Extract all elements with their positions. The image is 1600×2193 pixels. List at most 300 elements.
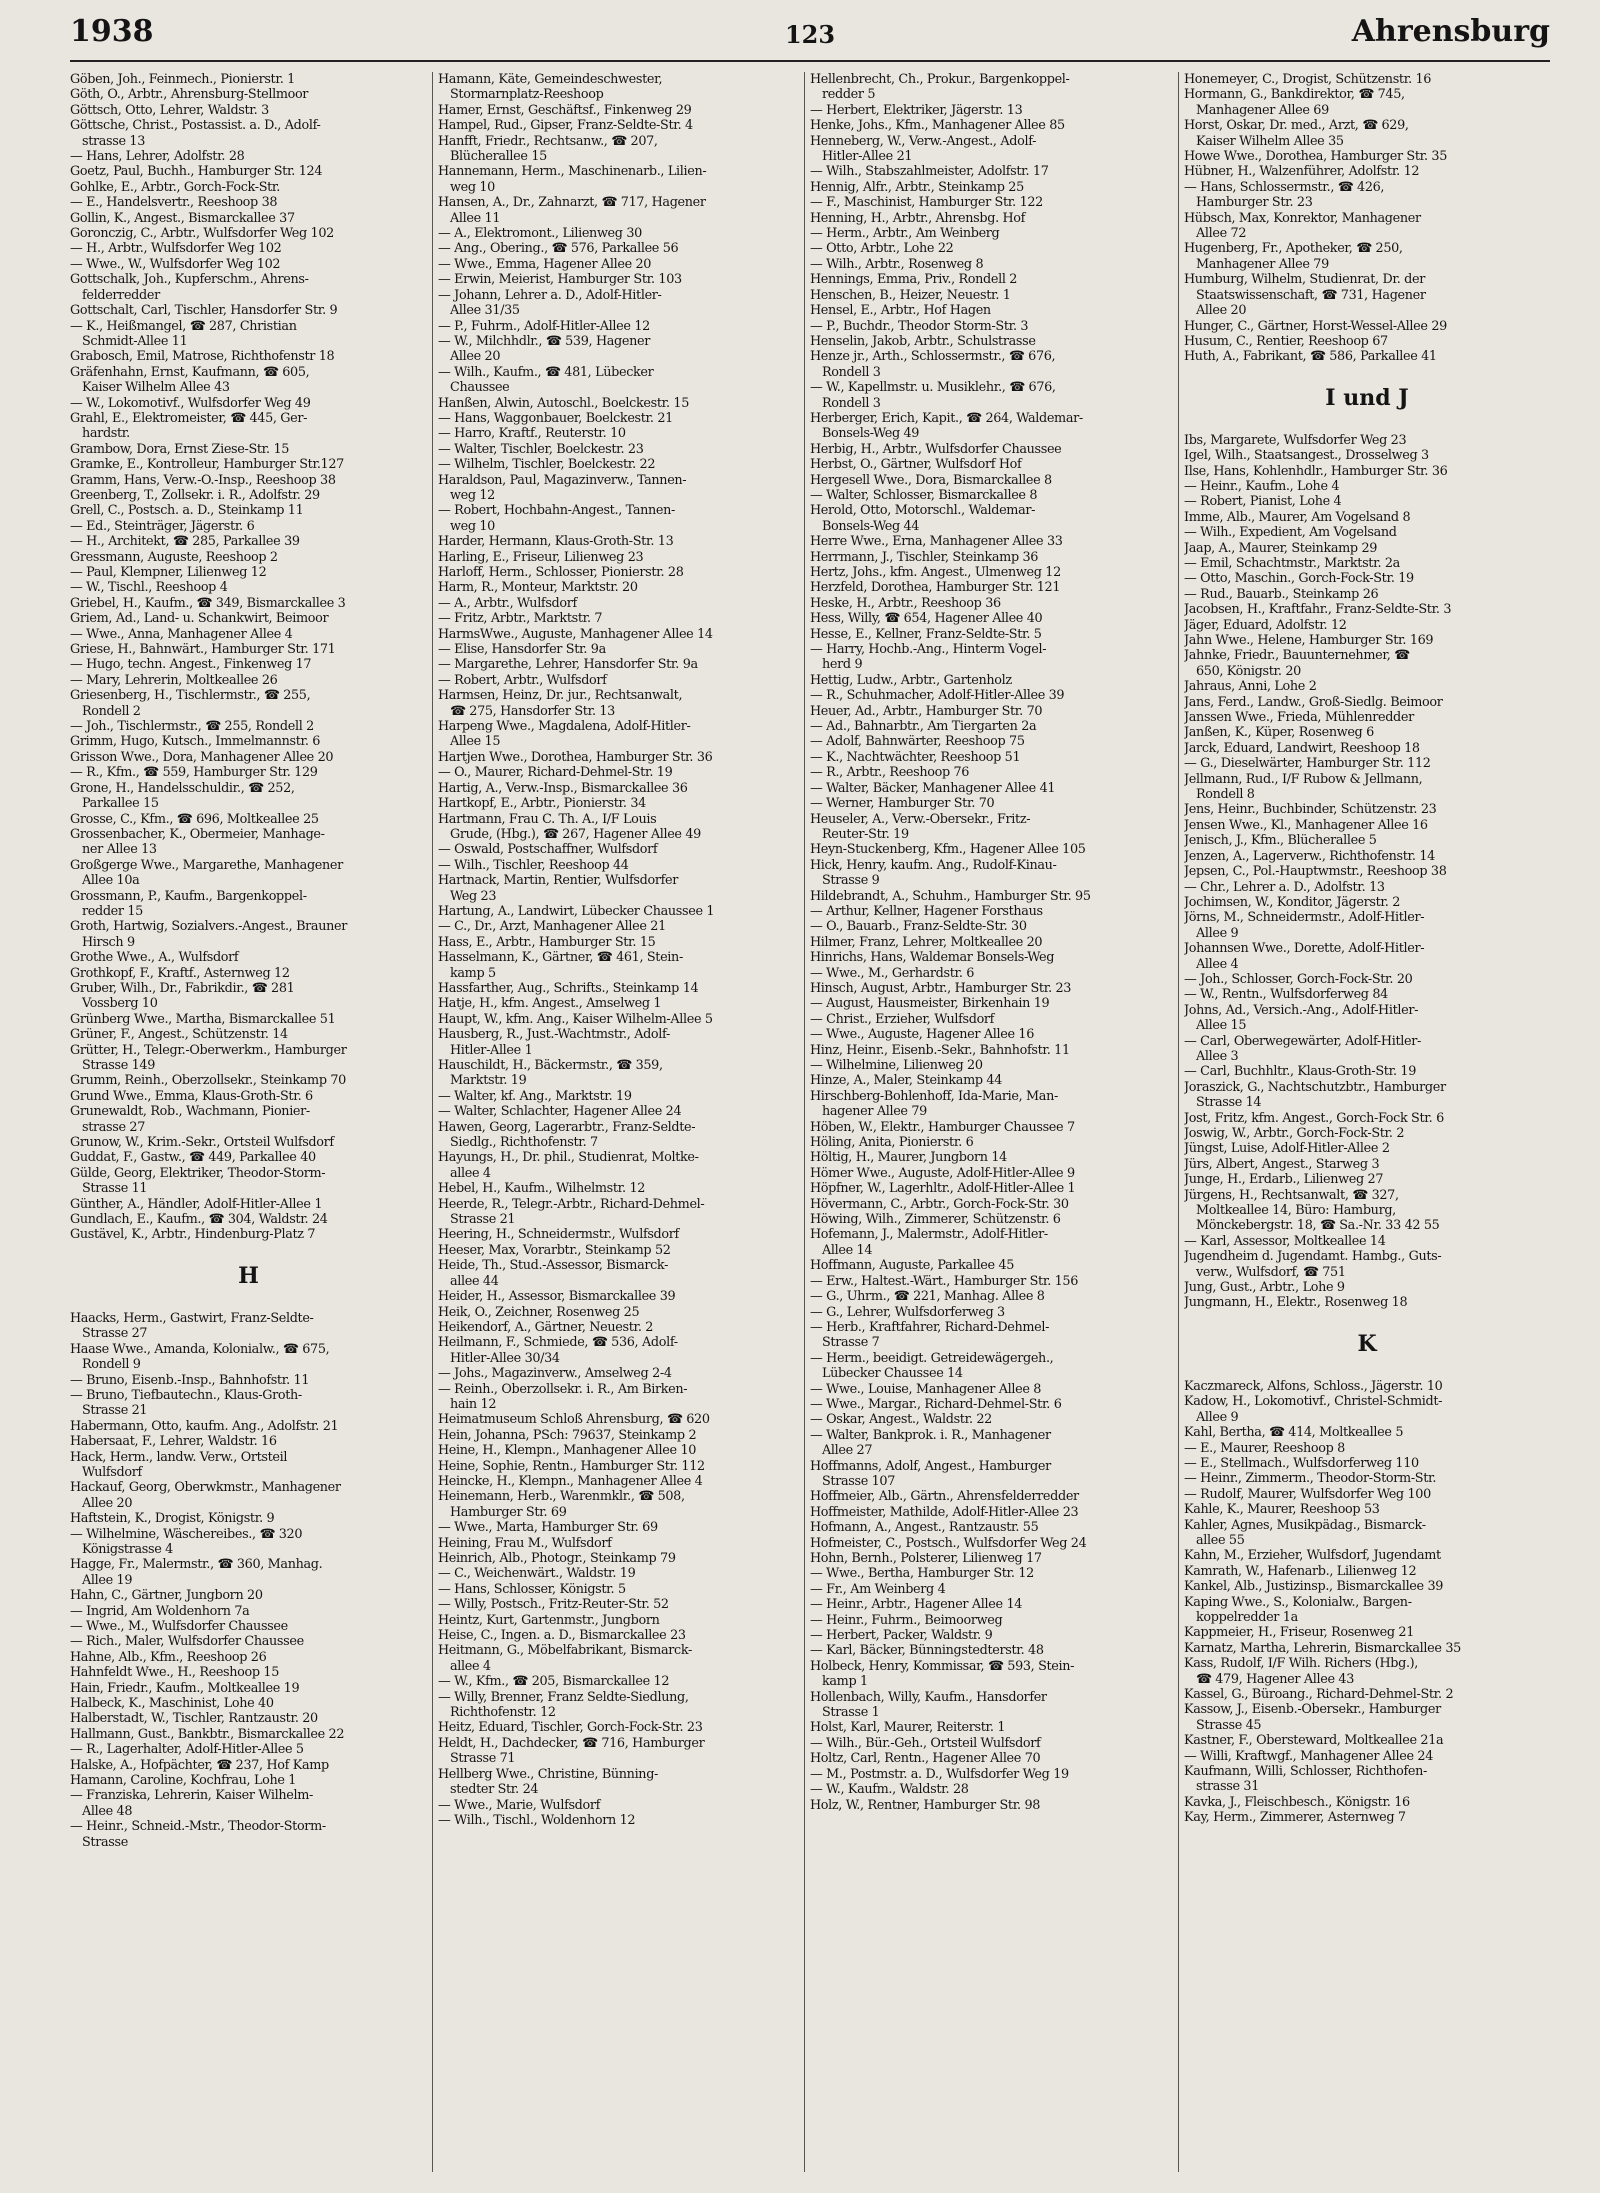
directory-entry-line: Allee 4: [1196, 956, 1239, 972]
directory-entry-line: — Willy, Postsch., Fritz-Reuter-Str. 52: [438, 1597, 669, 1613]
directory-entry-line: Hahnfeldt Wwe., H., Reeshoop 15: [70, 1665, 280, 1681]
directory-entry-line: Goronczig, C., Arbtr., Wulfsdorfer Weg 102: [70, 226, 334, 242]
directory-entry-line: strasse 13: [82, 133, 146, 149]
directory-entry-line: Jost, Fritz, kfm. Angest., Gorch-Fock Str. 6: [1184, 1110, 1444, 1126]
directory-entry-line: Jugendheim d. Jugendamt. Hambg., Guts-: [1184, 1249, 1442, 1265]
page-year: 1938: [70, 14, 154, 49]
directory-entry-line: — Willi, Kraftwgf., Manhagener Allee 24: [1184, 1748, 1433, 1764]
directory-entry-line: ☎ 479, Hagener Allee 43: [1196, 1671, 1354, 1687]
directory-entry-line: Chaussee: [450, 380, 510, 396]
directory-entry-line: — Ingrid, Am Woldenhorn 7a: [70, 1603, 250, 1619]
directory-entry-line: Howe Wwe., Dorothea, Hamburger Str. 35: [1184, 149, 1448, 165]
page-number: 123: [784, 20, 836, 49]
directory-entry-line: Allee 10a: [82, 873, 140, 889]
directory-entry-line: Heine, H., Klempn., Manhagener Allee 10: [438, 1443, 697, 1459]
directory-entry-line: ☎ 275, Hansdorfer Str. 13: [450, 703, 615, 719]
directory-entry-line: kamp 5: [450, 965, 496, 981]
directory-entry-line: Höwing, Wilh., Zimmerer, Schützenstr. 6: [810, 1212, 1061, 1228]
directory-entry-line: Halberstadt, W., Tischler, Rantzaustr. 20: [70, 1711, 318, 1727]
directory-entry-line: herd 9: [822, 657, 863, 673]
directory-entry-line: — Arthur, Kellner, Hagener Forsthaus: [810, 903, 1043, 919]
directory-entry-line: — R., Lagerhalter, Adolf-Hitler-Allee 5: [70, 1742, 304, 1758]
directory-entry-line: Hugenberg, Fr., Apotheker, ☎ 250,: [1184, 241, 1403, 257]
directory-entry-line: Griesenberg, H., Tischlermstr., ☎ 255,: [70, 688, 311, 704]
directory-entry-line: Hinze, A., Maler, Steinkamp 44: [810, 1073, 1003, 1089]
directory-entry-line: — Johs., Magazinverw., Amselweg 2-4: [438, 1366, 672, 1382]
directory-entry-line: Allee 20: [1196, 303, 1247, 319]
directory-entry-line: Herberger, Erich, Kapit., ☎ 264, Waldemar-: [810, 410, 1083, 426]
directory-entry-line: Heerde, R., Telegr.-Arbtr., Richard-Dehmel-: [438, 1196, 705, 1212]
directory-entry-line: Heinemann, Herb., Warenmklr., ☎ 508,: [438, 1489, 685, 1505]
directory-entry-line: Strasse: [82, 1834, 128, 1850]
directory-entry-line: — Wwe., Emma, Hagener Allee 20: [438, 256, 652, 272]
directory-entry-line: strasse 27: [82, 1119, 146, 1135]
directory-entry-line: Wulfsdorf: [82, 1464, 142, 1480]
directory-entry-line: — R., Kfm., ☎ 559, Hamburger Str. 129: [70, 765, 318, 781]
directory-entry-line: — Wilh., Kaufm., ☎ 481, Lübecker: [438, 364, 654, 380]
directory-entry-line: Hübsch, Max, Konrektor, Manhagener: [1184, 210, 1421, 226]
directory-entry-line: — Karl, Bäcker, Bünningstedterstr. 48: [810, 1643, 1044, 1659]
directory-columns: [70, 72, 1550, 2172]
directory-entry-line: — Hans, Schlossermstr., ☎ 426,: [1184, 179, 1385, 195]
directory-entry-line: — P., Fuhrm., Adolf-Hitler-Allee 12: [438, 318, 650, 334]
directory-entry-line: — C., Dr., Arzt, Manhagener Allee 21: [438, 919, 666, 935]
column-divider: [1178, 72, 1179, 2172]
section-heading: K: [1357, 1330, 1377, 1357]
directory-entry-line: Grossenbacher, K., Obermeier, Manhage-: [70, 826, 325, 842]
directory-entry-line: Kahler, Agnes, Musikpädag., Bismarck-: [1184, 1517, 1426, 1533]
directory-entry-line: Heide, Th., Stud.-Assessor, Bismarck-: [438, 1258, 669, 1274]
directory-entry-line: Hövermann, C., Arbtr., Gorch-Fock-Str. 30: [810, 1196, 1069, 1212]
directory-entry-line: allee 4: [450, 1658, 491, 1674]
directory-entry-line: Hasselmann, K., Gärtner, ☎ 461, Stein-: [438, 950, 683, 966]
directory-entry-line: Strasse 14: [1196, 1095, 1262, 1111]
page-header: [70, 14, 1550, 62]
directory-entry-line: weg 10: [450, 179, 495, 195]
directory-entry-line: Heldt, H., Dachdecker, ☎ 716, Hamburger: [438, 1735, 705, 1751]
directory-entry-line: Hamburger Str. 69: [450, 1504, 567, 1520]
directory-entry-line: Rondell 3: [822, 364, 881, 380]
directory-entry-line: kamp 1: [822, 1674, 868, 1690]
directory-entry-line: Göttsche, Christ., Postassist. a. D., Adolf-: [70, 118, 321, 134]
directory-entry-line: Hamann, Käte, Gemeindeschwester,: [438, 72, 663, 87]
directory-entry-line: — Bruno, Tiefbautechn., Klaus-Groth-: [70, 1387, 302, 1403]
directory-entry-line: — Walter, Bäcker, Manhagener Allee 41: [810, 780, 1056, 796]
directory-entry-line: — W., Milchhdlr., ☎ 539, Hagener: [438, 333, 650, 349]
directory-entry-line: — Hugo, techn. Angest., Finkenweg 17: [70, 657, 312, 673]
directory-entry-line: Staatswissenschaft, ☎ 731, Hagener: [1196, 287, 1426, 303]
directory-entry-line: — Erw., Haltest.-Wärt., Hamburger Str. 156: [810, 1273, 1078, 1289]
directory-entry-line: Göttsch, Otto, Lehrer, Waldstr. 3: [70, 102, 269, 118]
directory-entry-line: — Rich., Maler, Wulfsdorfer Chaussee: [70, 1634, 304, 1650]
directory-entry-line: Hartmann, Frau C. Th. A., I/F Louis: [438, 811, 657, 827]
directory-entry-line: Grude, (Hbg.), ☎ 267, Hagener Allee 49: [450, 826, 701, 842]
directory-entry-line: weg 10: [450, 518, 495, 534]
directory-entry-line: — Joh., Tischlermstr., ☎ 255, Rondell 2: [70, 719, 314, 735]
directory-entry-line: Heinrich, Alb., Photogr., Steinkamp 79: [438, 1551, 676, 1566]
directory-entry-line: Hirschberg-Bohlenhoff, Ida-Marie, Man-: [810, 1088, 1058, 1104]
directory-entry-line: Richthofenstr. 12: [450, 1705, 556, 1721]
directory-entry-line: Stormarnplatz-Reeshoop: [450, 87, 604, 103]
directory-entry-line: Grothkopf, F., Kraftf., Asternweg 12: [70, 965, 290, 981]
directory-entry-line: Kavka, J., Fleischbesch., Königstr. 16: [1184, 1794, 1410, 1810]
directory-entry-line: Heincke, H., Klempn., Manhagener Allee 4: [438, 1473, 703, 1489]
directory-entry-line: — W., Kaufm., Waldstr. 28: [810, 1782, 969, 1798]
directory-entry-line: Gramke, E., Kontrolleur, Hamburger Str.127: [70, 457, 344, 473]
directory-entry-line: Harloff, Herm., Schlosser, Pionierstr. 28: [438, 565, 684, 580]
directory-entry-line: Günther, A., Händler, Adolf-Hitler-Allee 1: [70, 1196, 323, 1212]
directory-entry-line: Allee 48: [82, 1803, 133, 1819]
directory-entry-line: Hoffmeister, Mathilde, Adolf-Hitler-Allee 23: [810, 1504, 1079, 1520]
directory-entry-line: Schmidt-Allee 11: [82, 333, 188, 349]
directory-entry-line: — Wilh., Bür.-Geh., Ortsteil Wulfsdorf: [810, 1735, 1041, 1751]
directory-entry-line: hain 12: [450, 1396, 497, 1412]
directory-entry-line: Jäger, Eduard, Adolfstr. 12: [1184, 617, 1347, 633]
directory-entry-line: Jochimsen, W., Konditor, Jägerstr. 2: [1184, 894, 1400, 910]
directory-entry-line: Hartnack, Martin, Rentier, Wulfsdorfer: [438, 873, 678, 889]
directory-entry-line: Jarck, Eduard, Landwirt, Reeshoop 18: [1184, 740, 1420, 756]
directory-entry-line: Hain, Friedr., Kaufm., Moltkeallee 19: [70, 1680, 300, 1696]
directory-entry-line: Henke, Johs., Kfm., Manhagener Allee 85: [810, 118, 1065, 134]
directory-entry-line: Kassow, J., Eisenb.-Obersekr., Hamburger: [1184, 1702, 1441, 1718]
directory-entry-line: Holz, W., Rentner, Hamburger Str. 98: [810, 1797, 1041, 1813]
directory-entry-line: Herzfeld, Dorothea, Hamburger Str. 121: [810, 580, 1061, 596]
directory-entry-line: Heeser, Max, Vorarbtr., Steinkamp 52: [438, 1242, 671, 1258]
directory-entry-line: Hamer, Ernst, Geschäftsf., Finkenweg 29: [438, 102, 692, 118]
directory-entry-line: Hömer Wwe., Auguste, Adolf-Hitler-Allee 9: [810, 1165, 1075, 1181]
directory-entry-line: weg 12: [450, 487, 495, 503]
directory-entry-line: Hartig, A., Verw.-Insp., Bismarckallee 36: [438, 780, 688, 796]
directory-entry-line: — Karl, Assessor, Moltkeallee 14: [1184, 1233, 1386, 1249]
directory-entry-line: — Wwe., M., Gerhardstr. 6: [810, 965, 975, 981]
directory-entry-line: Blücherallee 15: [450, 149, 547, 165]
directory-entry-line: Moltkeallee 14, Büro: Hamburg,: [1196, 1203, 1396, 1219]
directory-entry-line: Kaiser Wilhelm Allee 35: [1196, 133, 1344, 149]
directory-entry-line: Heske, H., Arbtr., Reeshoop 36: [810, 595, 1001, 611]
directory-entry-line: — Heinr., Zimmerm., Theodor-Storm-Str.: [1184, 1471, 1437, 1487]
directory-entry-line: Hack, Herm., landw. Verw., Ortsteil: [70, 1449, 288, 1465]
directory-entry-line: — W., Tischl., Reeshoop 4: [70, 580, 228, 596]
directory-entry-line: Hesse, E., Kellner, Franz-Seldte-Str. 5: [810, 626, 1042, 642]
directory-entry-line: Hackauf, Georg, Oberwkmstr., Manhagener: [70, 1480, 341, 1496]
directory-entry-line: Jahnke, Friedr., Bauunternehmer, ☎: [1184, 648, 1410, 664]
directory-entry-line: Hübner, H., Walzenführer, Adolfstr. 12: [1184, 164, 1420, 180]
directory-entry-line: Strasse 21: [82, 1403, 148, 1419]
directory-entry-line: Heine, Sophie, Rentn., Hamburger Str. 112: [438, 1458, 705, 1474]
directory-entry-line: — Herbert, Elektriker, Jägerstr. 13: [810, 102, 1023, 118]
section-heading: I und J: [1325, 384, 1409, 411]
directory-entry-line: Allee 27: [822, 1443, 873, 1459]
directory-entry-line: — Robert, Pianist, Lohe 4: [1184, 494, 1342, 510]
directory-entry-line: Heimatmuseum Schloß Ahrensburg, ☎ 620: [438, 1412, 710, 1428]
directory-entry-line: Horst, Oskar, Dr. med., Arzt, ☎ 629,: [1184, 118, 1409, 134]
directory-entry-line: Hohn, Bernh., Polsterer, Lilienweg 17: [810, 1551, 1042, 1566]
directory-entry-line: Hanßen, Alwin, Autoschl., Boelckestr. 15: [438, 395, 689, 411]
directory-entry-line: Hennings, Emma, Priv., Rondell 2: [810, 272, 1018, 288]
directory-entry-line: Hamann, Caroline, Kochfrau, Lohe 1: [70, 1773, 297, 1789]
directory-entry-line: Jüngst, Luise, Adolf-Hitler-Allee 2: [1184, 1141, 1390, 1157]
directory-entry-line: stedter Str. 24: [450, 1782, 539, 1798]
directory-entry-line: Henning, H., Arbtr., Ahrensbg. Hof: [810, 210, 1026, 226]
directory-entry-line: Haftstein, K., Drogist, Königstr. 9: [70, 1511, 275, 1527]
directory-entry-line: Hahn, C., Gärtner, Jungborn 20: [70, 1588, 263, 1604]
directory-entry-line: — Walter, Tischler, Boelckestr. 23: [438, 441, 644, 457]
directory-entry-line: — W., Rentn., Wulfsdorferweg 84: [1184, 987, 1388, 1003]
directory-entry-line: Hitler-Allee 21: [822, 149, 913, 165]
directory-entry-line: Jacobsen, H., Kraftfahr., Franz-Seldte-Str. 3: [1184, 602, 1452, 618]
directory-entry-line: Jenisch, J., Kfm., Blücherallee 5: [1184, 833, 1377, 849]
directory-entry-line: Haacks, Herm., Gastwirt, Franz-Seldte-: [70, 1310, 314, 1326]
directory-entry-line: — Wwe., M., Wulfsdorfer Chaussee: [70, 1619, 288, 1634]
directory-entry-line: — Wilh., Expedient, Am Vogelsand: [1184, 525, 1397, 541]
directory-entry-line: Hannemann, Herm., Maschinenarb., Lilien-: [438, 164, 707, 180]
directory-entry-line: Höltig, H., Maurer, Jungborn 14: [810, 1150, 1007, 1166]
directory-entry-line: Haase Wwe., Amanda, Kolonialw., ☎ 675,: [70, 1341, 330, 1357]
directory-entry-line: Jens, Heinr., Buchbinder, Schützenstr. 23: [1184, 802, 1437, 818]
directory-entry-line: — M., Postmstr. a. D., Wulfsdorfer Weg 19: [810, 1766, 1069, 1782]
directory-entry-line: Henselin, Jakob, Arbtr., Schulstrasse: [810, 333, 1036, 349]
directory-entry-line: Grunow, W., Krim.-Sekr., Ortsteil Wulfsdorf: [70, 1135, 334, 1151]
directory-entry-line: — P., Buchdr., Theodor Storm-Str. 3: [810, 318, 1029, 334]
directory-entry-line: Gruber, Wilh., Dr., Fabrikdir., ☎ 281: [70, 980, 295, 996]
directory-entry-line: — Christ., Erzieher, Wulfsdorf: [810, 1011, 995, 1027]
directory-entry-line: Harpeng Wwe., Magdalena, Adolf-Hitler-: [438, 719, 691, 735]
directory-entry-line: Hollenbach, Willy, Kaufm., Hansdorfer: [810, 1689, 1047, 1705]
directory-entry-line: Halbeck, K., Maschinist, Lohe 40: [70, 1696, 274, 1712]
directory-entry-line: — Adolf, Bahnwärter, Reeshoop 75: [810, 734, 1025, 750]
directory-entry-line: Grone, H., Handelsschuldir., ☎ 252,: [70, 780, 295, 796]
directory-entry-line: hardstr.: [82, 426, 130, 442]
directory-entry-line: Strasse 107: [822, 1473, 896, 1489]
directory-entry-line: Parkallee 15: [82, 796, 159, 812]
directory-entry-line: Janssen Wwe., Frieda, Mühlenredder: [1184, 710, 1414, 726]
directory-entry-line: Hausberg, R., Just.-Wachtmstr., Adolf-: [438, 1027, 670, 1043]
directory-entry-line: Reuter-Str. 19: [822, 826, 909, 842]
directory-entry-line: Bonsels-Weg 49: [822, 426, 920, 442]
directory-entry-line: Grambow, Dora, Ernst Ziese-Str. 15: [70, 441, 290, 457]
directory-entry-line: — Walter, Schlachter, Hagener Allee 24: [438, 1104, 682, 1120]
directory-entry-line: Hallmann, Gust., Bankbtr., Bismarckallee 22: [70, 1726, 345, 1742]
directory-entry-line: — Johann, Lehrer a. D., Adolf-Hitler-: [438, 287, 662, 303]
directory-entry-line: Allee 11: [450, 210, 501, 226]
directory-entry-line: — Hans, Schlosser, Königstr. 5: [438, 1581, 626, 1597]
directory-entry-line: Harling, E., Friseur, Lilienweg 23: [438, 549, 644, 565]
directory-entry-line: Hartjen Wwe., Dorothea, Hamburger Str. 36: [438, 749, 713, 765]
directory-entry-line: Holbeck, Henry, Kommissar, ☎ 593, Stein-: [810, 1658, 1075, 1674]
directory-entry-line: — Bruno, Eisenb.-Insp., Bahnhofstr. 11: [70, 1372, 310, 1388]
directory-entry-line: Rondell 8: [1196, 787, 1255, 803]
directory-entry-line: Haupt, W., kfm. Ang., Kaiser Wilhelm-Allee 5: [438, 1011, 713, 1027]
directory-entry-line: Grell, C., Postsch. a. D., Steinkamp 11: [70, 503, 304, 519]
directory-entry-line: Allee 19: [82, 1572, 133, 1588]
directory-entry-line: Guddat, F., Gastw., ☎ 449, Parkallee 40: [70, 1150, 316, 1166]
directory-entry-line: Heikendorf, A., Gärtner, Neuestr. 2: [438, 1319, 654, 1335]
directory-entry-line: Henneberg, W., Verw.-Angest., Adolf-: [810, 133, 1037, 149]
directory-entry-line: Strasse 9: [822, 873, 880, 889]
directory-entry-line: Hoffmanns, Adolf, Angest., Hamburger: [810, 1458, 1051, 1474]
directory-entry-line: — Oskar, Angest., Waldstr. 22: [810, 1412, 992, 1428]
directory-entry-line: Herbig, H., Arbtr., Wulfsdorfer Chaussee: [810, 441, 1062, 457]
directory-entry-line: Allee 9: [1196, 925, 1239, 941]
directory-entry-line: Holtz, Carl, Rentn., Hagener Allee 70: [810, 1751, 1041, 1767]
directory-entry-line: — Carl, Oberwegewärter, Adolf-Hitler-: [1184, 1033, 1421, 1049]
directory-entry-line: Kass, Rudolf, I/F Wilh. Richers (Hbg.),: [1184, 1656, 1419, 1672]
directory-entry-line: Grimm, Hugo, Kutsch., Immelmannstr. 6: [70, 734, 321, 750]
directory-entry-line: Kankel, Alb., Justizinsp., Bismarckallee 39: [1184, 1579, 1444, 1595]
directory-entry-line: Rondell 3: [822, 395, 881, 411]
directory-entry-line: Kastner, F., Obersteward, Moltkeallee 21a: [1184, 1733, 1444, 1749]
directory-entry-line: Hunger, C., Gärtner, Horst-Wessel-Allee 29: [1184, 318, 1447, 334]
directory-entry-line: — Herm., beeidigt. Getreidewägergeh.,: [810, 1350, 1054, 1366]
directory-entry-line: Strasse 45: [1196, 1717, 1262, 1733]
directory-entry-line: — Elise, Hansdorfer Str. 9a: [438, 642, 606, 658]
directory-entry-line: — Franziska, Lehrerin, Kaiser Wilhelm-: [70, 1788, 314, 1804]
directory-entry-line: Kadow, H., Lokomotivf., Christel-Schmidt-: [1184, 1394, 1443, 1410]
directory-entry-line: Rondell 2: [82, 703, 141, 719]
directory-entry-line: Allee 15: [1196, 1018, 1247, 1034]
directory-entry-line: 650, Königstr. 20: [1196, 663, 1301, 679]
directory-entry-line: Kappmeier, H., Friseur, Rosenweg 21: [1184, 1625, 1415, 1641]
directory-entry-line: — Harry, Hochb.-Ang., Hinterm Vogel-: [810, 642, 1047, 658]
directory-entry-line: Strasse 71: [450, 1751, 516, 1767]
directory-entry-line: Hartung, A., Landwirt, Lübecker Chaussee 1: [438, 903, 715, 919]
directory-entry-line: Siedlg., Richthofenstr. 7: [450, 1135, 598, 1151]
directory-entry-line: — H., Architekt, ☎ 285, Parkallee 39: [70, 534, 300, 550]
directory-entry-line: Strasse 1: [822, 1705, 880, 1721]
directory-entry-line: — Wwe., Marta, Hamburger Str. 69: [438, 1520, 658, 1536]
directory-entry-line: Königstrasse 4: [82, 1541, 173, 1557]
directory-entry-line: Kaczmareck, Alfons, Schloss., Jägerstr. 10: [1184, 1378, 1443, 1394]
directory-entry-line: Griebel, H., Kaufm., ☎ 349, Bismarckallee 3: [70, 595, 346, 611]
directory-entry-line: Hatje, H., kfm. Angest., Amselweg 1: [438, 996, 662, 1012]
directory-entry-line: Kaiser Wilhelm Allee 43: [82, 380, 230, 396]
directory-entry-line: Gollin, K., Angest., Bismarckallee 37: [70, 210, 295, 226]
directory-entry-line: Heitz, Eduard, Tischler, Gorch-Fock-Str. 23: [438, 1720, 703, 1736]
directory-entry-line: — Wwe., Louise, Manhagener Allee 8: [810, 1381, 1042, 1397]
directory-entry-line: — Chr., Lehrer a. D., Adolfstr. 13: [1184, 879, 1385, 895]
directory-entry-line: Harder, Hermann, Klaus-Groth-Str. 13: [438, 534, 674, 550]
directory-entry-line: Kassel, G., Büroang., Richard-Dehmel-Str. 2: [1184, 1687, 1454, 1702]
directory-entry-line: Gottschalk, Joh., Kupferschm., Ahrens-: [70, 272, 309, 288]
directory-entry-line: Herre Wwe., Erna, Manhagener Allee 33: [810, 534, 1063, 550]
column-divider: [432, 72, 433, 2172]
directory-entry-line: — E., Handelsvertr., Reeshoop 38: [70, 195, 278, 211]
directory-entry-line: Göth, O., Arbtr., Ahrensburg-Stellmoor: [70, 87, 309, 103]
directory-entry-line: Halske, A., Hofpächter, ☎ 237, Hof Kamp: [70, 1757, 329, 1773]
directory-entry-line: Allee 9: [1196, 1409, 1239, 1425]
directory-entry-line: Heik, O., Zeichner, Rosenweg 25: [438, 1304, 640, 1320]
directory-entry-line: koppelredder 1a: [1196, 1609, 1298, 1625]
directory-entry-line: — Carl, Buchhltr., Klaus-Groth-Str. 19: [1184, 1064, 1416, 1080]
directory-entry-line: Mönckebergstr. 18, ☎ Sa.-Nr. 33 42 55: [1196, 1218, 1440, 1234]
directory-entry-line: Hartkopf, E., Arbtr., Pionierstr. 34: [438, 796, 646, 812]
directory-entry-line: Gressmann, Auguste, Reeshoop 2: [70, 549, 278, 565]
directory-entry-line: Jungmann, H., Elektr., Rosenweg 18: [1184, 1295, 1408, 1311]
directory-entry-line: Hellberg Wwe., Christine, Bünning-: [438, 1766, 659, 1782]
directory-entry-line: — Heinr., Arbtr., Hagener Allee 14: [810, 1597, 1023, 1613]
directory-entry-line: — Fritz, Arbtr., Marktstr. 7: [438, 611, 603, 627]
directory-entry-line: allee 4: [450, 1165, 491, 1181]
directory-entry-line: felderredder: [82, 287, 160, 303]
directory-entry-line: Hayungs, H., Dr. phil., Studienrat, Moltke-: [438, 1150, 699, 1166]
directory-entry-line: — Otto, Arbtr., Lohe 22: [810, 241, 954, 257]
directory-entry-line: Höpfner, W., Lagerhltr., Adolf-Hitler-Allee 1: [810, 1181, 1076, 1197]
directory-entry-line: Goetz, Paul, Buchh., Hamburger Str. 124: [70, 164, 323, 180]
directory-entry-line: — H., Arbtr., Wulfsdorfer Weg 102: [70, 241, 282, 257]
directory-entry-line: Grüner, F., Angest., Schützenstr. 14: [70, 1027, 288, 1043]
directory-entry-line: Hick, Henry, kaufm. Ang., Rudolf-Kinau-: [810, 857, 1057, 873]
directory-entry-line: Hein, Johanna, PSch: 79637, Steinkamp 2: [438, 1427, 697, 1443]
directory-entry-line: Grunewaldt, Rob., Wachmann, Pionier-: [70, 1104, 310, 1120]
directory-entry-line: — Fr., Am Weinberg 4: [810, 1581, 946, 1597]
directory-entry-line: — Wwe., Auguste, Hagener Allee 16: [810, 1027, 1035, 1043]
directory-entry-line: Marktstr. 19: [450, 1073, 527, 1089]
directory-entry-line: Grossmann, P., Kaufm., Bargenkoppel-: [70, 888, 307, 904]
directory-entry-line: — August, Hausmeister, Birkenhain 19: [810, 996, 1050, 1012]
directory-entry-line: — Wwe., Anna, Manhagener Allee 4: [70, 626, 293, 642]
directory-entry-line: — G., Uhrm., ☎ 221, Manhag. Allee 8: [810, 1289, 1045, 1305]
directory-entry-line: Gräfenhahn, Ernst, Kaufmann, ☎ 605,: [70, 364, 310, 380]
directory-entry-line: Kaping Wwe., S., Kolonialw., Bargen-: [1184, 1594, 1412, 1610]
directory-entry-line: Hensel, E., Arbtr., Hof Hagen: [810, 303, 991, 319]
directory-entry-line: — Wilh., Tischler, Reeshoop 44: [438, 857, 629, 873]
directory-entry-line: Hoffmann, Auguste, Parkallee 45: [810, 1258, 1015, 1274]
directory-entry-line: Janßen, K., Küper, Rosenweg 6: [1184, 725, 1374, 741]
directory-entry-line: Harmsen, Heinz, Dr. jur., Rechtsanwalt,: [438, 688, 683, 704]
directory-entry-line: — Herb., Kraftfahrer, Richard-Dehmel-: [810, 1319, 1050, 1335]
directory-entry-line: Allee 14: [822, 1242, 873, 1258]
column-divider: [804, 72, 805, 2172]
directory-entry-line: Allee 31/35: [450, 303, 520, 319]
directory-entry-line: — Mary, Lehrerin, Moltkeallee 26: [70, 672, 278, 688]
directory-entry-line: Karnatz, Martha, Lehrerin, Bismarckallee 35: [1184, 1640, 1461, 1656]
section-heading: H: [238, 1262, 259, 1289]
directory-entry-line: — Heinr., Fuhrm., Beimoorweg: [810, 1612, 1003, 1628]
directory-entry-line: Grumm, Reinh., Oberzollsekr., Steinkamp 70: [70, 1073, 346, 1089]
directory-entry-line: Humburg, Wilhelm, Studienrat, Dr. der: [1184, 272, 1426, 288]
directory-entry-line: Heise, C., Ingen. a. D., Bismarckallee 23: [438, 1628, 686, 1644]
directory-entry-line: Hess, Willy, ☎ 654, Hagener Allee 40: [810, 611, 1043, 627]
directory-entry-line: Jürgens, H., Rechtsanwalt, ☎ 327,: [1184, 1187, 1399, 1203]
directory-entry-line: Grahl, E., Elektromeister, ☎ 445, Ger-: [70, 410, 308, 426]
directory-entry-line: Vossberg 10: [82, 996, 158, 1012]
directory-entry-line: — A., Arbtr., Wulfsdorf: [438, 595, 577, 611]
directory-entry-line: Harm, R., Monteur, Marktstr. 20: [438, 580, 638, 596]
directory-entry-line: — Harro, Kraftf., Reuterstr. 10: [438, 426, 626, 442]
directory-entry-line: Gustävel, K., Arbtr., Hindenburg-Platz 7: [70, 1227, 316, 1243]
directory-entry-line: Kahle, K., Maurer, Reeshoop 53: [1184, 1502, 1380, 1518]
directory-entry-line: — Paul, Klempner, Lilienweg 12: [70, 565, 267, 580]
directory-entry-line: Hildebrandt, A., Schuhm., Hamburger Str. 95: [810, 888, 1091, 904]
directory-entry-line: — G., Lehrer, Wulfsdorferweg 3: [810, 1304, 1005, 1320]
directory-entry-line: Höling, Anita, Pionierstr. 6: [810, 1135, 974, 1151]
directory-entry-line: Hergesell Wwe., Dora, Bismarckallee 8: [810, 472, 1052, 488]
directory-entry-line: Hansen, A., Dr., Zahnarzt, ☎ 717, Hagener: [438, 195, 706, 211]
directory-entry-line: Weg 23: [450, 888, 497, 904]
directory-entry-line: Allee 15: [450, 734, 501, 750]
directory-entry-line: Jepsen, C., Pol.-Hauptwmstr., Reeshoop 38: [1184, 864, 1447, 880]
directory-entry-line: Gottschalt, Carl, Tischler, Hansdorfer Str. 9: [70, 303, 338, 319]
directory-entry-line: — Reinh., Oberzollsekr. i. R., Am Birken-: [438, 1381, 688, 1397]
directory-entry-line: Hertz, Johs., kfm. Angest., Ulmenweg 12: [810, 565, 1061, 580]
directory-entry-line: — E., Stellmach., Wulfsdorferweg 110: [1184, 1455, 1419, 1471]
directory-entry-line: Hebel, H., Kaufm., Wilhelmstr. 12: [438, 1181, 646, 1197]
directory-entry-line: — Hans, Waggonbauer, Boelckestr. 21: [438, 410, 673, 426]
directory-entry-line: Kahl, Bertha, ☎ 414, Moltkeallee 5: [1184, 1425, 1404, 1441]
directory-entry-line: Hampel, Rud., Gipser, Franz-Seldte-Str. 4: [438, 118, 693, 134]
directory-entry-line: Gülde, Georg, Elektriker, Theodor-Storm-: [70, 1165, 326, 1181]
directory-entry-line: Imme, Alb., Maurer, Am Vogelsand 8: [1184, 509, 1411, 525]
